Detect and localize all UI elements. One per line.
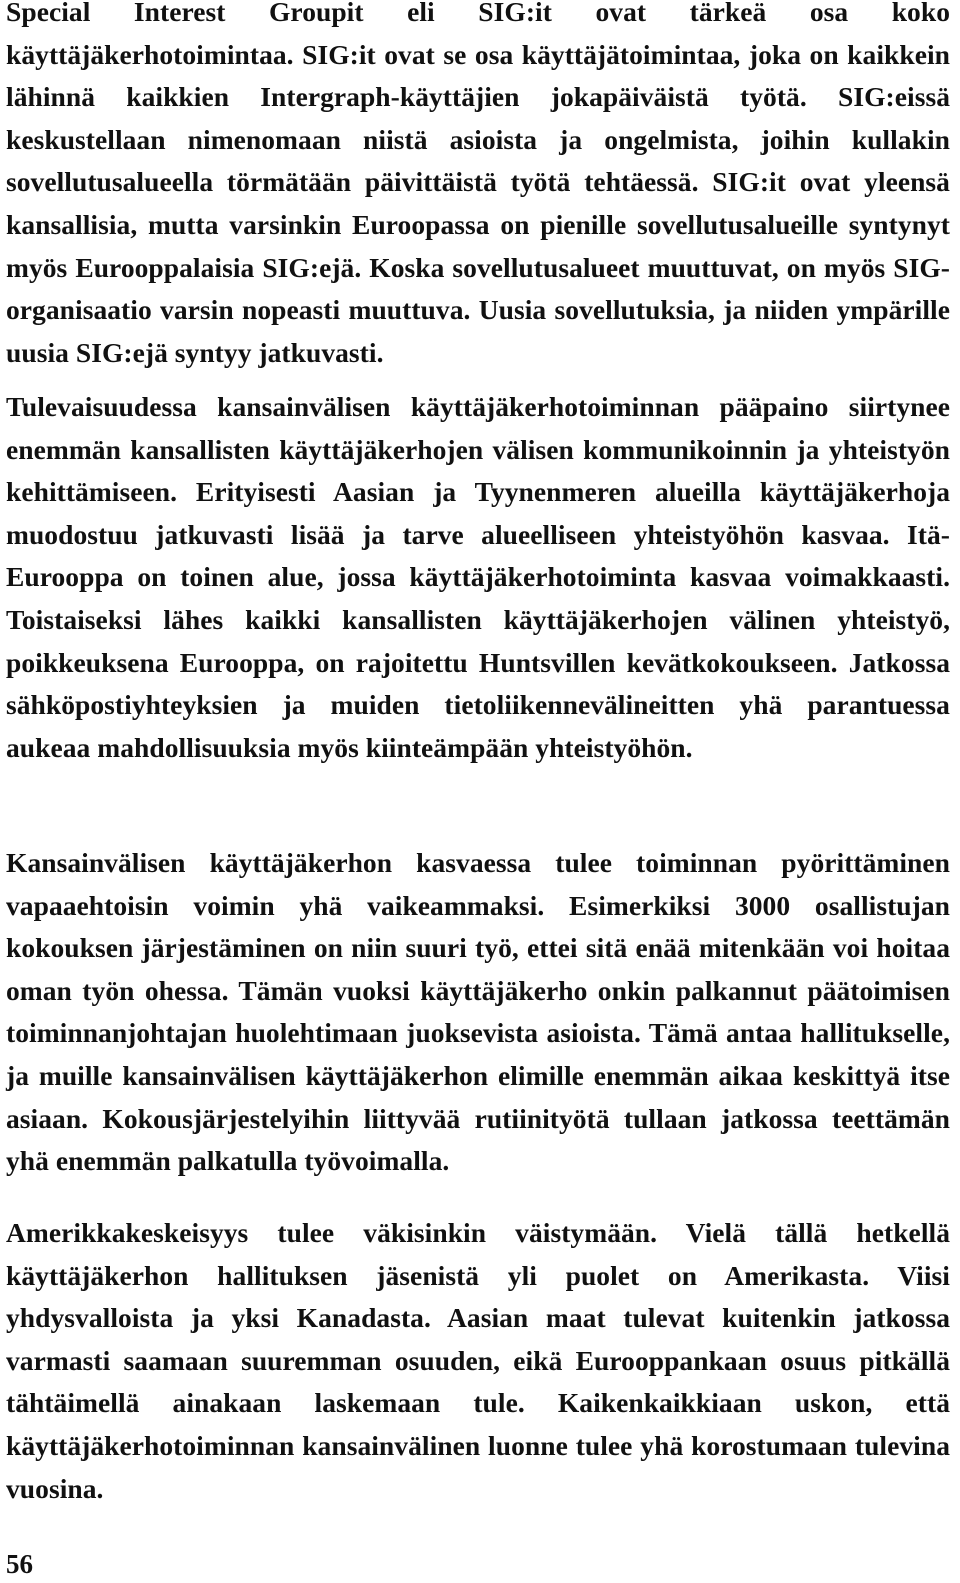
paragraph-america-centricity: Amerikkakeskeisyys tulee väkisinkin väistymään. Vielä tällä hetkellä käyttäjäkerhon hallituksen jäsenistä yli puolet on Amerikasta. Viisi yhdysvalloista ja yksi Kanadasta. Aasian maat tulevat kuitenkin jatkossa varmasti saamaan suuremman osuuden, eikä Eurooppankaan osuus pitkällä tähtäimellä ainakaan laskemaan tule. Kaikenkaikkiaan uskon, että käyttäjäkerhotoiminnan kansainvälinen luonne tulee yhä korostumaan tulevina vuosina.: [6, 1217, 950, 1504]
paragraph-volunteer-growth: Kansainvälisen käyttäjäkerhon kasvaessa tulee toiminnan pyörittäminen vapaaehtoisin voimin yhä vaikeammaksi. Esimerkiksi 3000 osallistujan kokouksen järjestäminen on niin suuri työ, ettei sitä enää mitenkään voi hoitaa oman työn ohessa. Tämän vuoksi käyttäjäkerho onkin palkannut päätoimisen toiminnanjohtajan huolehtimaan juoksevista asioista. Tämä antaa hallitukselle, ja muille kansainvälisen käyttäjäkerhon elimille enemmän aikaa keskittyä itse asiaan. Kokousjärjestelyihin liittyvää rutiinityötä tullaan jatkossa teettämän yhä enemmän palkatulla työvoimalla.: [6, 847, 950, 1177]
paragraph-future-cooperation: Tulevaisuudessa kansainvälisen käyttäjäkerhotoiminnan pääpaino siirtynee enemmän kansallisten käyttäjäkerhojen välisen kommunikoinnin ja yhteistyön kehittämiseen. Erityisesti Aasian ja Tyynenmeren alueilla käyttäjäkerhoja muodostuu jatkuvasti lisää ja tarve alueelliseen yhteistyöhön kasvaa. Itä-Eurooppa on toinen alue, jossa käyttäjäkerhotoiminta kasvaa voimakkaasti. Toistaiseksi lähes kaikki kansallisten käyttäjäkerhojen välinen yhteistyö, poikkeuksena Eurooppa, on rajoitettu Huntsvillen kevätkokoukseen. Jatkossa sähköpostiyhteyksien ja muiden tietoliikennevälineitten yhä parantuessa aukeaa mahdollisuuksia myös kiinteämpään yhteistyöhön.: [6, 391, 950, 763]
paragraph-sig-groups: Special Interest Groupit eli SIG:it ovat tärkeä osa koko käyttäjäkerhotoimintaa. SIG:it ovat se osa käyttäjätoimintaa, joka on kaikkein lähinnä kaikkien Intergraph-käyttäjien jokapäiväistä työtä. SIG:eissä keskustellaan nimenomaan niistä asioista ja ongelmista, joihin kullakin sovellutusalueella törmätään päivittäistä työtä tehtäessä. SIG:it ovat yleensä kansallisia, mutta varsinkin Euroopassa on pienille sovellutusalueille syntynyt myös Eurooppalaisia SIG:ejä. Koska sovellutusalueet muuttuvat, on myös SIG-organisaatio varsin nopeasti muuttuva. Uusia sovellutuksia, ja niiden ympärille uusia SIG:ejä syntyy jatkuvasti.: [6, 0, 950, 368]
page-number: 56: [6, 1549, 33, 1579]
